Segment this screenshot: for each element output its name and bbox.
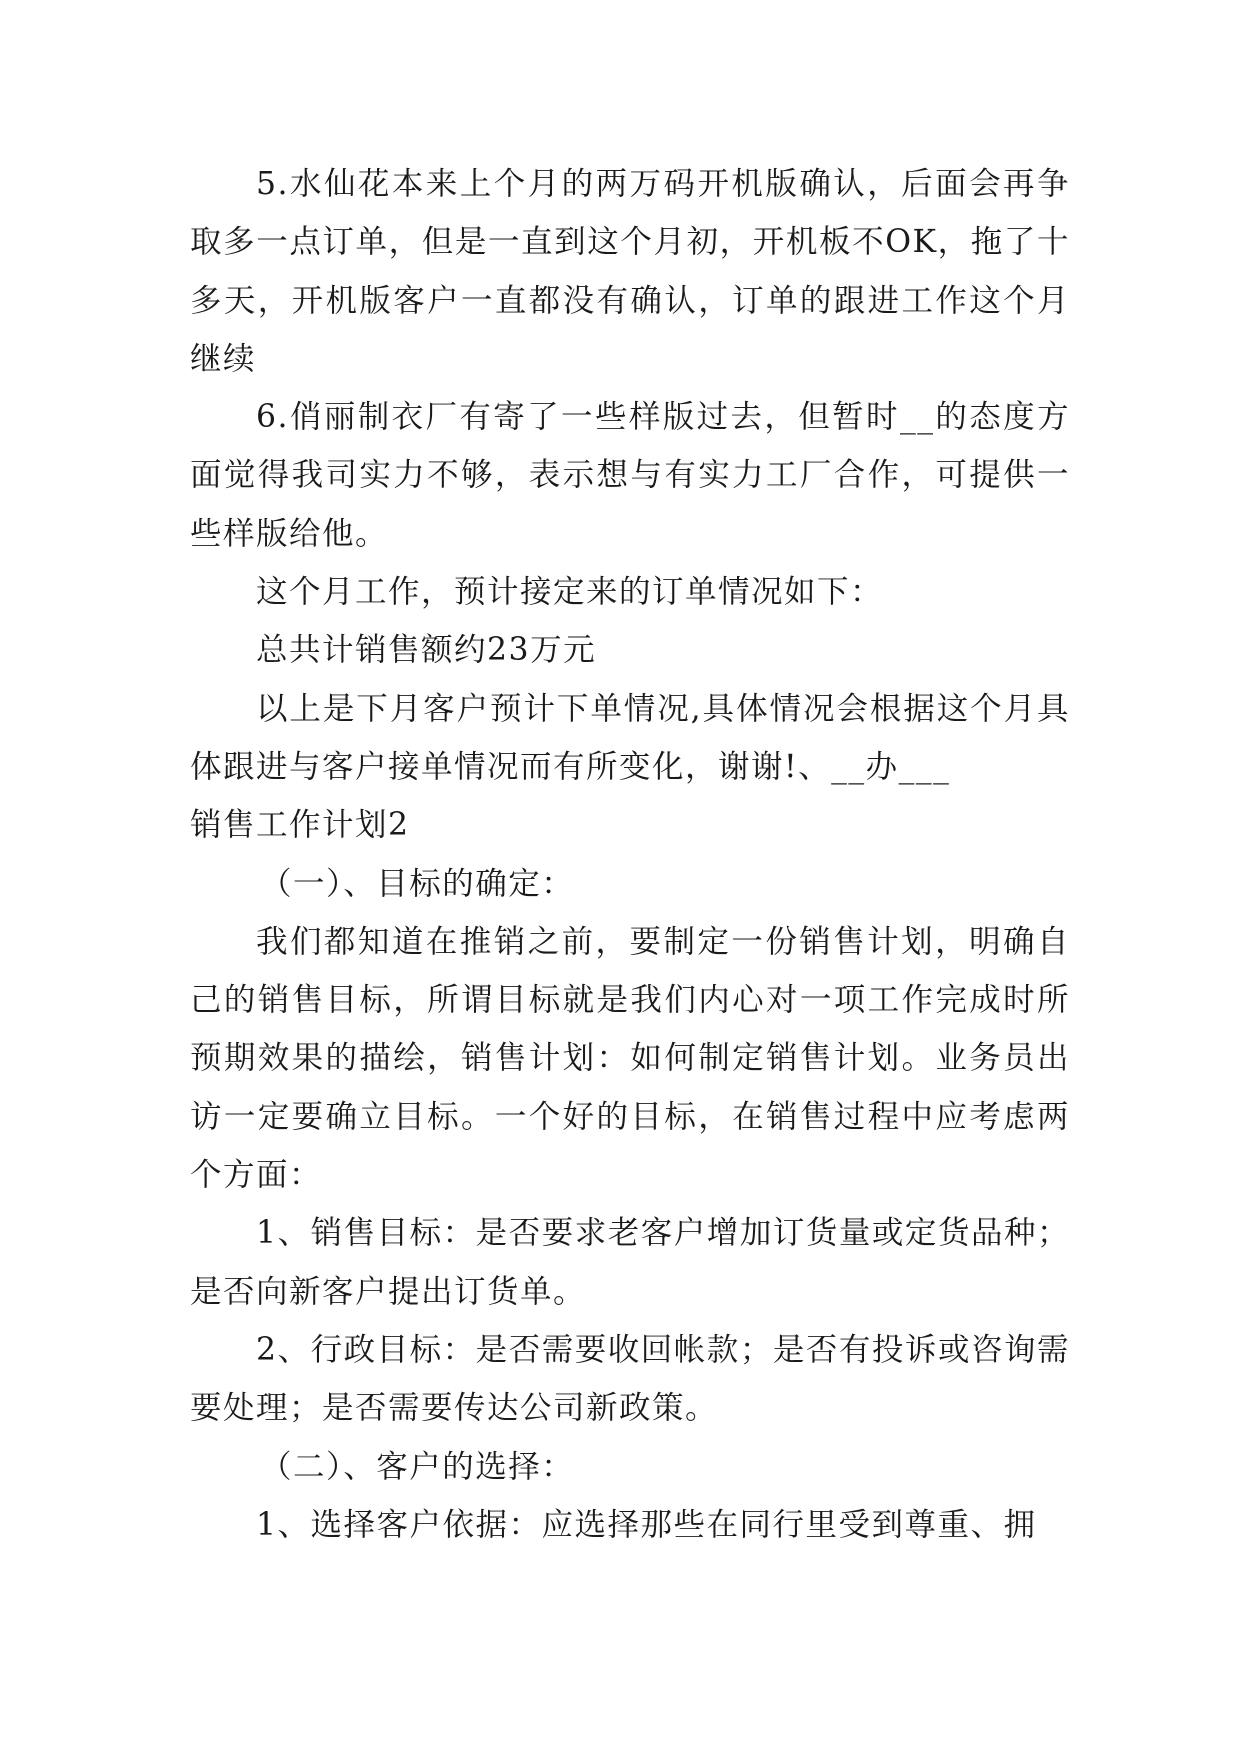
paragraph-item-5: 5.水仙花本来上个月的两万码开机版确认，后面会再争取多一点订单，但是一直到这个月初，开机板不OK，拖了十多天，开机版客户一直都没有确认，订单的跟进工作这个月继续 bbox=[190, 166, 1070, 377]
section-title: 销售工作计划2 bbox=[190, 807, 410, 844]
paragraph-sales-goal: 1、销售目标：是否要求老客户增加订货量或定货品种；是否向新客户提出订货单。 bbox=[190, 1215, 1070, 1310]
paragraph-goal-intro: 我们都知道在推销之前，要制定一份销售计划，明确自己的销售目标，所谓目标就是我们内心对一项工作完成时所预期效果的描绘，销售计划：如何制定销售计划。业务员出访一定要确立目标。一个好的目标，在销售过程中应考虑两个方面： bbox=[190, 923, 1070, 1194]
paragraph-admin-goal: 2、行政目标：是否需要收回帐款；是否有投诉或咨询需要处理；是否需要传达公司新政策。 bbox=[190, 1331, 1070, 1427]
paragraph-order-intro: 这个月工作，预计接定来的订单情况如下： bbox=[256, 574, 884, 611]
paragraph-closing-note: 以上是下月客户预计下单情况,具体情况会根据这个月具体跟进与客户接单情况而有所变化，谢谢!、__办___ bbox=[190, 690, 1070, 785]
subheading-customer: （二）、客户的选择： bbox=[260, 1448, 575, 1485]
document-body bbox=[190, 155, 1070, 1554]
subheading-goal: （一）、目标的确定： bbox=[260, 865, 575, 902]
paragraph-item-6: 6.俏丽制衣厂有寄了一些样版过去，但暂时__的态度方面觉得我司实力不够，表示想与有实力工厂合作，可提供一些样版给他。 bbox=[190, 399, 1070, 552]
paragraph-customer-basis: 1、选择客户依据：应选择那些在同行里受到尊重、拥 bbox=[256, 1506, 1037, 1543]
paragraph-sales-total: 总共计销售额约23万元 bbox=[256, 632, 597, 669]
